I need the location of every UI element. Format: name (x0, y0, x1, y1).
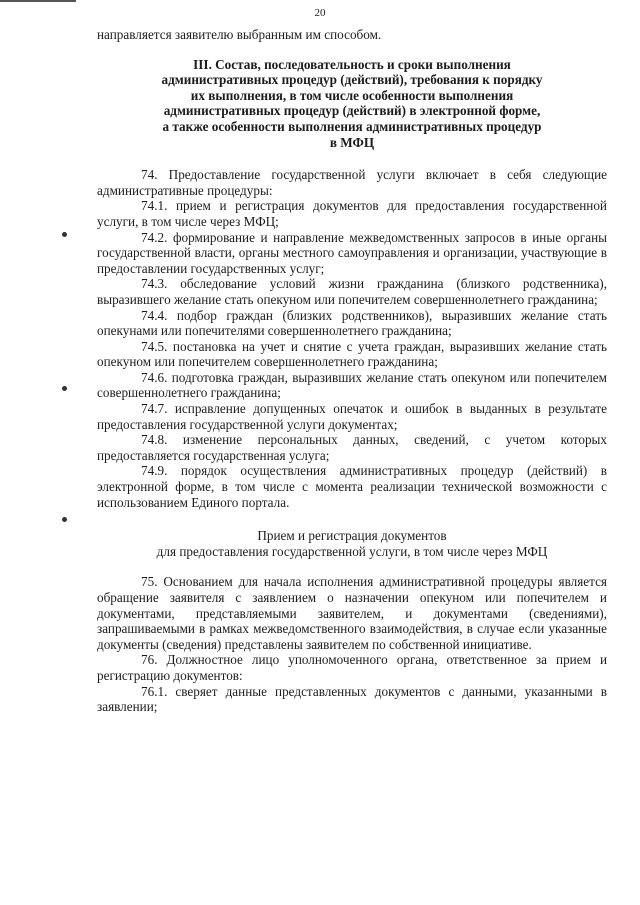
paragraph-74-8: 74.8. изменение персональных данных, сведений, с учетом которых предоставляется государственная услуга; (97, 432, 607, 463)
section-heading-line: административных процедур (действий) в электронной форме, (163, 103, 541, 119)
section-heading-line: III. Состав, последовательность и сроки выполнения (193, 56, 511, 72)
paragraph-74-6: 74.6. подготовка граждан, выразивших желание стать опекуном или попечителем совершеннолетнего гражданина; (97, 369, 607, 401)
paragraph-76: 76. Должностное лицо уполномоченного органа, ответственное за прием и регистрацию документов: (97, 652, 607, 683)
paragraph-74-5: 74.5. постановка на учет и снятие с учета граждан, выразивших желание стать опекуном или попечителем совершеннолетнего гражданина; (97, 338, 607, 370)
paragraph-76-1: 76.1. сверяет данные представленных документов с данными, указанными в заявлении; (97, 683, 607, 715)
subsection-heading (97, 528, 607, 559)
paragraph-74: 74. Предоставление государственной услуги включает в себя следующие административные процедуры: (97, 167, 607, 198)
margin-dot-mark (62, 386, 67, 391)
continuation-line: направляется заявителю выбранным им способом. (97, 27, 382, 42)
section-heading-line: а также особенности выполнения административных процедур (162, 118, 542, 134)
subsection-heading-line: Прием и регистрация документов (257, 528, 447, 544)
section-heading-line: в МФЦ (329, 134, 375, 150)
top-rule (0, 0, 76, 2)
paragraph-74-3: 74.3. обследование условий жизни гражданина (близкого родственника), выразившего желание стать опекуном или попечителем совершеннолетнего гражданина; (97, 276, 607, 307)
paragraph-74-2: 74.2. формирование и направление межведомственных запросов в иные органы государственной власти, органы местного самоуправления и организации, участвующие в предоставлении государственных услуг; (97, 229, 607, 276)
document-body (97, 27, 607, 715)
subsection-heading-line: для предоставления государственной услуги, в том числе через МФЦ (156, 543, 548, 559)
paragraph-74-1: 74.1. прием и регистрация документов для предоставления государственной услуги, в том числе через МФЦ; (97, 198, 607, 229)
margin-dot-mark (62, 517, 67, 522)
margin-dot-mark (62, 232, 67, 237)
section-heading-line: административных процедур (действий), требования к порядку (161, 72, 543, 88)
paragraph-74-4: 74.4. подбор граждан (близких родственников), выразивших желание стать опекунами или попечителями совершеннолетнего гражданина; (97, 307, 607, 339)
page-number: 20 (314, 7, 326, 19)
paragraph-75: 75. Основанием для начала исполнения административной процедуры является обращение заявителя с заявлением о назначении опекуном или попечителем и документами, представляемыми заявителем, и документами (сведениями), запрашиваемыми в рамках межведомственного взаимодействия, в случае если указанные документы (сведения) представлены заявителем по собственной инициативе. (97, 574, 607, 652)
section-heading (97, 57, 607, 151)
paragraph-74-9: 74.9. порядок осуществления административных процедур (действий) в электронной форме, в том числе с момента реализации технической возможности с использованием Единого портала. (97, 463, 607, 510)
section-heading-line: их выполнения, в том числе особенности выполнения (190, 87, 514, 103)
paragraph-74-7: 74.7. исправление допущенных опечаток и ошибок в выданных в результате предоставления государственной услуги документах; (97, 401, 607, 432)
